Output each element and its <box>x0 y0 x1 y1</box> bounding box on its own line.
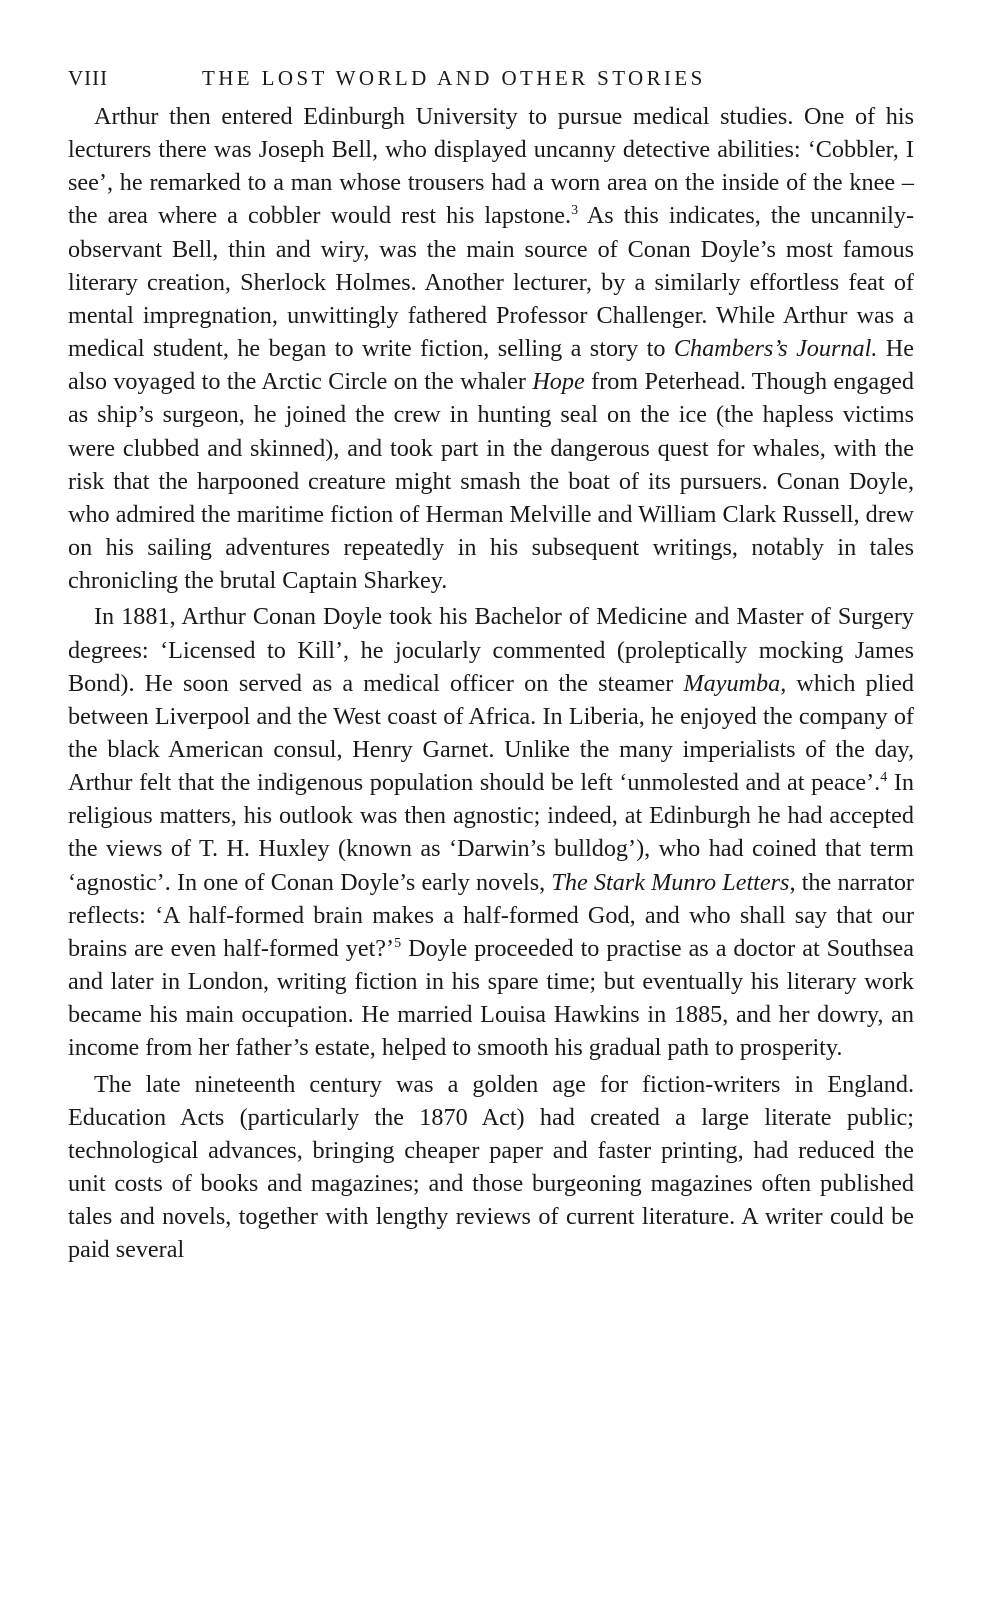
paragraph-3 <box>68 1068 914 1267</box>
italic-text: Hope <box>532 368 585 396</box>
text-run: He also voyaged to the Arctic Circle on the whaler <box>68 335 915 396</box>
text-run: As this indicates, the uncannily-observant Bell, thin and wiry, was the main source of Conan Doyle’s most famous literary creation, Sherlock Holmes. Another lecturer, by a similarly effortless feat of mental impregnation, unwittingly fathered Professor Challenger. While Arthur was a medical student, he began to write fiction, selling a story to <box>68 202 914 363</box>
running-head <box>68 66 914 100</box>
text-run: , the narrator reflects: ‘A half-formed brain makes a half-formed God, and who shall say that our brains are even half-formed yet?’ <box>68 868 914 962</box>
italic-text: Chambers’s Journal. <box>673 335 878 363</box>
page-number: VIII <box>68 66 109 90</box>
italic-text: The Stark Munro Letters <box>551 868 790 896</box>
text-run: , which plied between Liverpool and the West coast of Africa. In Liberia, he enjoyed the company of the black American consul, Henry Garnet. Unlike the many imperialists of the day, Arthur felt that the indigenous population should be left ‘unmolested and at peace’. <box>68 669 915 797</box>
text-run: Arthur then entered Edinburgh University to pursue medical studies. One of his lecturers there was Joseph Bell, who displayed uncanny detective abilities: ‘Cobbler, I see’, he remarked to a man whose trousers had a worn area on the inside of the knee – the area where a cobbler would rest his lapstone. <box>68 103 914 230</box>
text-run: Doyle proceeded to practise as a doctor at Southsea and later in London, writing fiction in his spare time; but eventually his literary work became his main occupation. He married Louisa Hawkins in 1885, and her dowry, an income from her father’s estate, helped to smooth his gradual path to prosperity. <box>68 934 914 1062</box>
paragraph-2 <box>68 600 914 1064</box>
book-page <box>68 66 914 1266</box>
footnote-ref: 5 <box>394 935 402 951</box>
footnote-ref: 4 <box>880 770 888 786</box>
footnote-ref: 3 <box>571 203 579 219</box>
italic-text: Mayumba <box>683 669 781 697</box>
paragraph-1 <box>68 100 914 597</box>
text-run: The late nineteenth century was a golden age for fiction-writers in England. Education Acts (particularly the 1870 Act) had created a large literate public; technological advances, bringing cheaper paper and faster printing, had reduced the unit costs of books and magazines; and those burgeoning magazines often published tales and novels, together with lengthy reviews of current literature. A writer could be paid several <box>68 1070 914 1264</box>
text-run: In religious matters, his outlook was then agnostic; indeed, at Edinburgh he had accepted the views of T. H. Huxley (known as ‘Darwin’s bulldog’), who had coined that term ‘agnostic’. In one of Conan Doyle’s early novels, <box>68 769 915 896</box>
running-title: THE LOST WORLD AND OTHER STORIES <box>202 66 706 90</box>
body-text <box>68 100 914 1266</box>
text-run: from Peterhead. Though engaged as ship’s surgeon, he joined the crew in hunting seal on the ice (the hapless victims were clubbed and skinned), and took part in the dangerous quest for whales, with the risk that the harpooned creature might smash the boat of its pursuers. Conan Doyle, who admired the maritime fiction of Herman Melville and William Clark Russell, drew on his sailing adventures repeatedly in his subsequent writings, notably in tales chronicling the brutal Captain Sharkey. <box>68 368 914 595</box>
text-run: In 1881, Arthur Conan Doyle took his Bachelor of Medicine and Master of Surgery degrees: ‘Licensed to Kill’, he jocularly commented (proleptically mocking James Bond). He soon served as a medical officer on the steamer <box>68 603 914 697</box>
